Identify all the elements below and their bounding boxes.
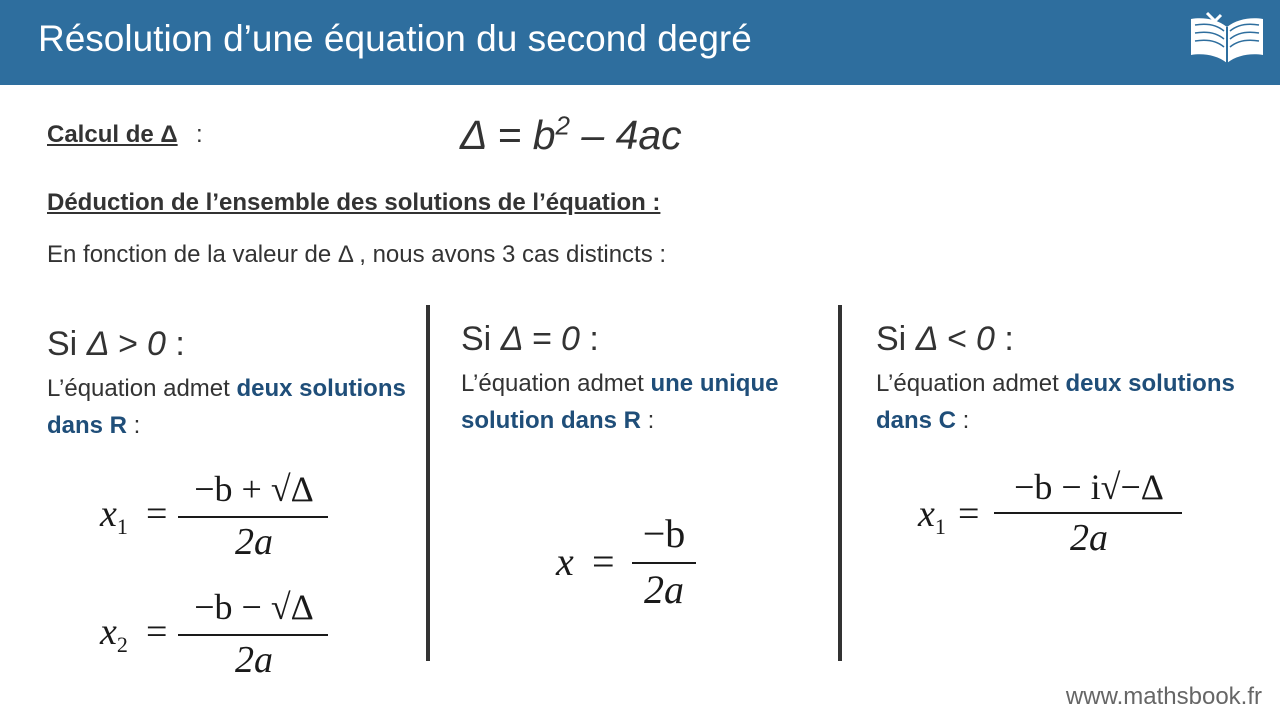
numerator: −b + √Δ xyxy=(194,469,314,509)
case-text: L’équation admet deux solutions dans R : xyxy=(47,375,406,439)
page-title: Résolution d’une équation du second degré xyxy=(38,18,752,59)
fraction-bar xyxy=(178,634,328,636)
column-divider-1 xyxy=(426,305,430,661)
column-divider-2 xyxy=(838,305,842,661)
case-zero xyxy=(461,320,821,439)
fraction-bar xyxy=(178,516,328,518)
numerator: −b − √Δ xyxy=(194,587,314,627)
case-title: Si Δ > 0 : xyxy=(47,325,185,363)
numerator: −b − i√−Δ xyxy=(1014,467,1164,507)
delta-formula-rhs: – 4ac xyxy=(569,112,682,158)
open-book-icon xyxy=(1187,11,1267,69)
intro-text: En fonction de la valeur de Δ , nous avons 3 cas distincts : xyxy=(47,241,667,268)
title-bar xyxy=(0,0,1280,85)
website-url: www.mathsbook.fr xyxy=(1065,683,1262,710)
numerator: −b xyxy=(642,511,686,556)
case-title: Si Δ = 0 : xyxy=(461,320,599,358)
delta-formula-lhs: Δ = b xyxy=(460,112,556,158)
denominator: 2a xyxy=(235,639,273,681)
case-text: L’équation admet deux solutions dans C : xyxy=(876,370,1235,434)
denominator: 2a xyxy=(235,521,273,563)
case-positive xyxy=(47,325,407,444)
calcul-colon: : xyxy=(196,121,203,148)
delta-formula xyxy=(460,112,682,159)
case-negative xyxy=(876,320,1236,439)
denominator: 2a xyxy=(644,567,684,612)
case-title: Si Δ < 0 : xyxy=(876,320,1014,358)
fraction-bar xyxy=(632,562,696,564)
deduction-label: Déduction de l’ensemble des solutions de l’équation : xyxy=(47,189,661,216)
calcul-label: Calcul de Δ xyxy=(47,121,178,148)
fraction-bar xyxy=(994,512,1182,514)
delta-formula-exponent: 2 xyxy=(555,110,570,141)
case-text: L’équation admet une unique solution dans R : xyxy=(461,370,779,434)
denominator: 2a xyxy=(1070,517,1108,559)
